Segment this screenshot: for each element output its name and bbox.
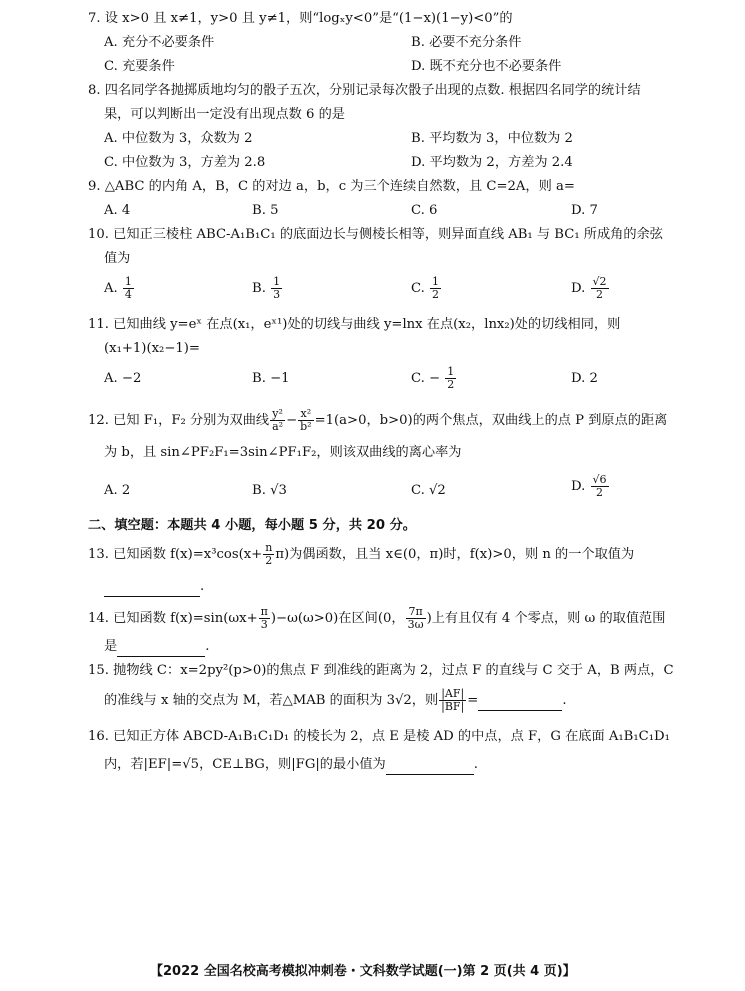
q12-option-d-fraction: [591, 474, 609, 499]
q12-minus: −: [286, 413, 298, 428]
numerator: √6: [592, 473, 607, 486]
q10-option-a: [104, 276, 135, 301]
q9-option-d: D. 7: [571, 203, 598, 218]
q11-option-c-label: C. −: [411, 371, 441, 386]
denominator: b²: [300, 420, 312, 433]
q7-option-c: C. 充要条件: [104, 59, 175, 74]
q15-stem-line2: [104, 688, 567, 713]
q12-option-c: C. √2: [411, 483, 446, 498]
q16-stem-line2: [104, 756, 478, 775]
q14-stem-part3: )上有且仅有 4 个零点，则 ω 的取值范围: [426, 611, 666, 626]
q14-period: .: [205, 639, 210, 654]
q13-stem-part2: π)为偶函数，且当 x∈(0，π)时，f(x)>0，则 n 的一个取值为: [275, 547, 635, 562]
denominator: a²: [272, 420, 284, 433]
section-heading-fill-in: 二、填空题：本题共 4 小题，每小题 5 分，共 20 分。: [88, 518, 416, 533]
q16-stem-line1: 16. 已知正方体 ABCD-A₁B₁C₁D₁ 的棱长为 2，点 E 是棱 AD 的中点，点 F，G 在底面 A₁B₁C₁D₁: [88, 729, 670, 744]
q11-stem-line1: 11. 已知曲线 y=eˣ 在点(x₁，eˣ¹)处的切线与曲线 y=lnx 在点(x₂，lnx₂)处的切线相同，则: [88, 317, 621, 332]
denominator: 2: [432, 288, 440, 301]
numerator: √2: [592, 275, 607, 288]
q10-option-a-label: A.: [104, 281, 118, 296]
q8-option-a: A. 中位数为 3，众数为 2: [104, 131, 253, 146]
q13-period: .: [200, 579, 205, 594]
q7-option-a: A. 充分不必要条件: [104, 35, 215, 50]
numerator: 1: [124, 275, 132, 288]
q13-stem-part1: 13. 已知函数 f(x)=x³cos(x+: [88, 547, 263, 562]
q12-stem-part2: =1(a>0，b>0)的两个焦点，双曲线上的点 P 到原点的距离: [314, 413, 668, 428]
q10-option-b-fraction: [271, 276, 282, 301]
q13-fraction-n-2: [263, 542, 274, 567]
q16-answer-blank: [386, 756, 474, 775]
q7-option-d: D. 既不充分也不必要条件: [411, 59, 562, 74]
q15-period: .: [562, 693, 567, 708]
q10-option-b-label: B.: [252, 281, 266, 296]
q13-answer-line: [104, 578, 204, 597]
q12-option-d-label: D.: [571, 479, 586, 494]
q12-option-b: B. √3: [252, 483, 287, 498]
q10-option-c-label: C.: [411, 281, 425, 296]
q11-option-c: [411, 366, 457, 391]
numerator: π: [260, 605, 268, 618]
q14-stem-line1: [88, 606, 665, 631]
q12-stem-line2: 为 b，且 sin∠PF₂F₁=3sin∠PF₁F₂，则该双曲线的离心率为: [104, 445, 462, 460]
q14-stem-line2-text: 是: [104, 639, 118, 654]
q11-option-c-fraction: [445, 366, 456, 391]
q12-stem-part1: 12. 已知 F₁，F₂ 分别为双曲线: [88, 413, 270, 428]
q10-option-a-fraction: [123, 276, 134, 301]
q8-stem-line2: 果，可以判断出一定没有出现点数 6 的是: [104, 107, 345, 122]
q16-stem-line2-text: 内，若|EF|=√5，CE⊥BG，则|FG|的最小值为: [104, 757, 386, 772]
q15-fraction-af-bf: [439, 688, 466, 713]
q15-stem-part1: 的准线与 x 轴的交点为 M，若△MAB 的面积为 3√2，则: [104, 693, 439, 708]
q12-option-d: [571, 474, 610, 499]
q7-option-b: B. 必要不充分条件: [411, 35, 522, 50]
numerator: 1: [447, 365, 455, 378]
q15-stem-line1: 15. 抛物线 C：x=2py²(p>0)的焦点 F 到准线的距离为 2，过点 F 的直线与 C 交于 A，B 两点，C: [88, 663, 674, 678]
q10-stem-line1: 10. 已知正三棱柱 ABC-A₁B₁C₁ 的底面边长与侧棱长相等，则异面直线 AB₁ 与 BC₁ 所成角的余弦: [88, 227, 663, 242]
q10-option-c-fraction: [430, 276, 441, 301]
q8-option-b: B. 平均数为 3，中位数为 2: [411, 131, 573, 146]
q12-fraction-y2-a2: [270, 408, 285, 433]
q8-option-d: D. 平均数为 2，方差为 2.4: [411, 155, 573, 170]
q11-option-a: A. −2: [104, 371, 142, 386]
q7-stem: 7. 设 x>0 且 x≠1，y>0 且 y≠1，则“logₓy<0”是“(1−x)(1−y)<0”的: [88, 11, 513, 26]
q8-stem-line1: 8. 四名同学各抛掷质地均匀的骰子五次，分别记录每次骰子出现的点数. 根据四名同学的统计结: [88, 83, 641, 98]
q10-option-d-label: D.: [571, 281, 586, 296]
q14-answer-blank: [117, 638, 205, 657]
q10-option-d: [571, 276, 610, 301]
numerator: x²: [298, 408, 313, 421]
denominator: 3: [260, 618, 268, 631]
denominator: 2: [596, 486, 603, 499]
q9-option-b: B. 5: [252, 203, 279, 218]
q12-option-a: A. 2: [104, 483, 131, 498]
numerator: 1: [432, 275, 440, 288]
q14-stem-part2: )−ω(ω>0)在区间(0，: [270, 611, 405, 626]
q9-option-c: C. 6: [411, 203, 438, 218]
q11-option-d: D. 2: [571, 371, 598, 386]
denominator: 2: [265, 554, 273, 567]
numerator: 7π: [406, 606, 426, 619]
q11-option-b: B. −1: [252, 371, 290, 386]
denominator: |BF|: [441, 700, 465, 713]
q14-stem-line2: [104, 638, 209, 657]
q9-stem: 9. △ABC 的内角 A，B，C 的对边 a，b，c 为三个连续自然数，且 C=2A，则 a=: [88, 179, 575, 194]
q10-stem-line2: 值为: [104, 251, 131, 266]
q16-period: .: [473, 757, 478, 772]
q12-stem-line1: [88, 408, 667, 433]
page-footer: 【2022 全国名校高考模拟冲刺卷・文科数学试题(一)第 2 页(共 4 页)】: [150, 964, 576, 979]
q10-option-b: [252, 276, 283, 301]
denominator: 4: [124, 288, 132, 301]
q12-fraction-x2-b2: [298, 408, 313, 433]
q15-equals: =: [467, 693, 479, 708]
q14-fraction-pi-3: [259, 606, 270, 631]
numerator: |AF|: [439, 688, 466, 701]
denominator: 3: [273, 288, 281, 301]
q8-option-c: C. 中位数为 3，方差为 2.8: [104, 155, 266, 170]
denominator: 2: [596, 288, 603, 301]
numerator: 1: [273, 275, 281, 288]
denominator: 3ω: [407, 618, 424, 631]
q10-option-c: [411, 276, 442, 301]
q13-answer-blank: [104, 578, 200, 597]
q10-option-d-fraction: [591, 276, 609, 301]
q15-answer-blank: [478, 692, 562, 711]
q14-fraction-7pi-3w: [406, 606, 426, 631]
q14-stem-part1: 14. 已知函数 f(x)=sin(ωx+: [88, 611, 258, 626]
q11-stem-line2: (x₁+1)(x₂−1)=: [104, 341, 200, 356]
q9-option-a: A. 4: [104, 203, 131, 218]
q13-stem-line1: [88, 542, 634, 567]
numerator: y²: [270, 408, 285, 421]
numerator: n: [265, 541, 273, 554]
denominator: 2: [447, 378, 455, 391]
